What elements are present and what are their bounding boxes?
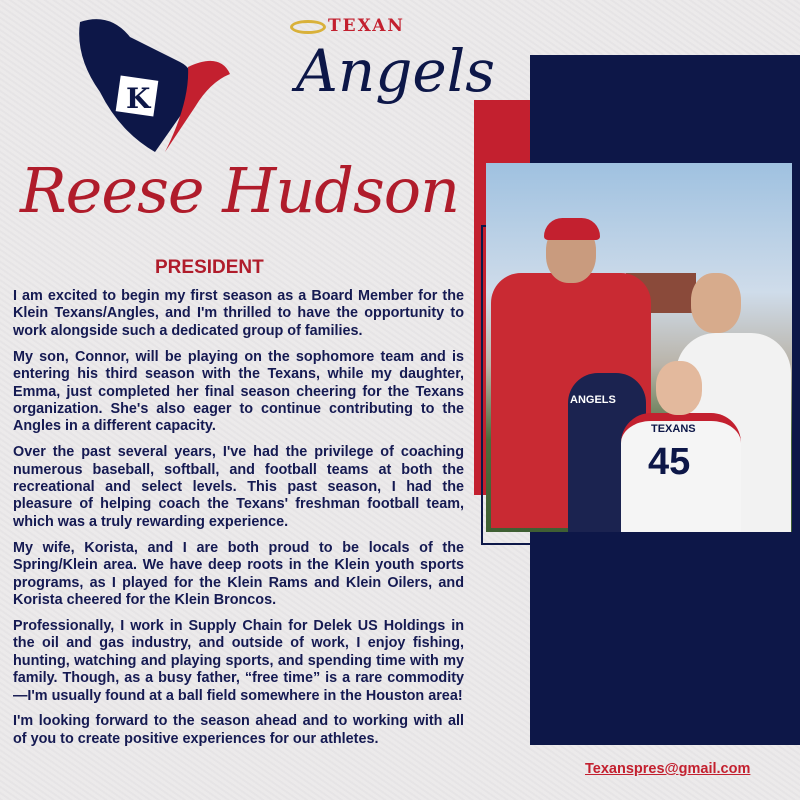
bio-paragraph: Professionally, I work in Supply Chain for Delek US Holdings in the oil and gas industry, and outside of work, I enjoy fishing, hunting, watching and playing sports, and spending time with my family. Though, as a busy father, “free time” is a rare commodity—I'm usually found at a ball field somewhere in the Houston area! [13,617,464,704]
jersey-number: 45 [648,441,691,483]
texan-angels-logo [290,16,496,123]
person-name: Reese Hudson [20,154,460,227]
email-link[interactable]: Texanspres@gmail.com [585,761,751,777]
cheer-text: ANGELS [570,394,616,406]
halo-icon [290,20,326,34]
bio-paragraph: My son, Connor, will be playing on the sophomore team and is entering his third season with the Texans, while my daughter, Emma, just completed her final season cheering for the Texans organization. She's also eager to continue contributing to the Angles in a different capacity. [13,348,464,435]
jersey-text: TEXANS [651,423,696,435]
son-head [656,361,702,415]
father-cap [544,218,600,240]
bio-paragraph: I am excited to begin my first season as a Board Member for the Klein Texans/Angles, and I'm thrilled to have the opportunity to work alongside such a dedicated group of families. [13,288,464,339]
mother-head [691,273,741,333]
bio-paragraph: I'm looking forward to the season ahead and to working with all of you to create positive experiences for our athletes. [13,713,464,747]
logo-letter: K [126,82,151,115]
bio-paragraph: Over the past several years, I've had the privilege of coaching numerous baseball, softball, and football teams at both the recreational and select levels. This past season, I had the pleasure of helping coach the Texans' freshman football team, which was a truly rewarding experience. [13,444,464,530]
family-photo [486,163,792,532]
klein-texans-logo [70,12,235,157]
person-title: PRESIDENT [155,257,264,278]
bio-paragraph: My wife, Korista, and I are both proud to be locals of the Spring/Klein area. We have deep roots in the Klein youth sports programs, as I played for the Klein Rams and Klein Oilers, and Korista cheered for the Klein Broncos. [13,539,464,608]
bio-text [13,288,464,757]
brand-angels: Angels [296,37,496,105]
brand-texan: TEXAN [328,16,405,36]
